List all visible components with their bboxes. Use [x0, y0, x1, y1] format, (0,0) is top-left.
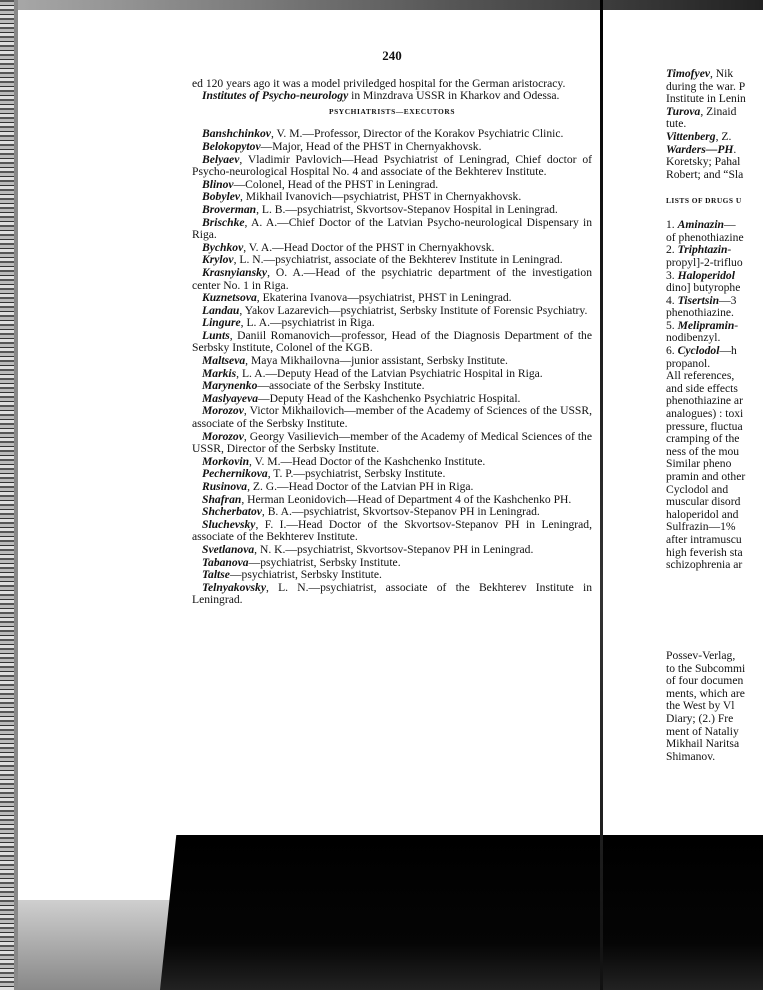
person-description: —psychiatrist, Serbsky Institute.	[229, 568, 382, 582]
facing-text: , Nik	[710, 68, 734, 80]
person-description: , V. A.—Head Doctor of the PHST in Chernyakhovsk.	[243, 240, 495, 254]
facing-text: 4.	[666, 294, 678, 307]
facing-line	[666, 358, 763, 371]
psychiatrist-list	[192, 128, 592, 607]
facing-text: -	[734, 319, 739, 332]
facing-line: Mikhail Naritsa	[666, 738, 740, 751]
facing-line	[666, 295, 763, 308]
person-description: , L. A.—psychiatrist in Riga.	[240, 316, 375, 330]
facing-line	[666, 270, 763, 283]
facing-line	[666, 521, 763, 534]
person-name: Maltseva	[202, 354, 246, 368]
person-name: Lunts	[202, 328, 230, 342]
facing-text: propanol.	[666, 357, 711, 370]
facing-text: ness of the mou	[666, 445, 740, 458]
facing-text: 6.	[666, 345, 678, 358]
person-name: Pechernikova	[202, 467, 268, 481]
person-name: Morkovin	[202, 454, 250, 468]
scan-bottom-shadow	[160, 835, 763, 990]
facing-line	[666, 509, 763, 522]
facing-italic: Turova	[666, 105, 701, 118]
person-description: —psychiatrist, Serbsky Institute.	[248, 555, 401, 569]
facing-text: Similar pheno	[666, 458, 732, 471]
person-description: , Mikhail Ivanovich—psychiatrist, PHST in Chernyakhovsk.	[240, 190, 522, 204]
facing-italic: Triphtazin	[677, 244, 728, 257]
facing-text: after intramuscu	[666, 533, 742, 546]
intro-paragraph: ed 120 years ago it was a model priviledged hospital for the German aristocracy.	[192, 76, 566, 90]
list-item	[192, 405, 592, 430]
list-item	[192, 217, 592, 242]
person-name: Landau	[202, 303, 240, 317]
facing-line	[666, 383, 763, 396]
facing-text: 1.	[666, 219, 678, 232]
person-name: Shcherbatov	[202, 505, 262, 519]
facing-italic: Tisertsin	[677, 294, 720, 307]
list-item	[192, 330, 592, 355]
list-item	[192, 154, 592, 179]
facing-line	[666, 181, 763, 194]
person-name: Kuznetsova	[202, 291, 257, 305]
intro-paragraphs	[192, 78, 592, 103]
facing-italic: Melipramin	[677, 319, 735, 332]
facing-text: , Zinaid	[700, 105, 737, 118]
person-name: Brischke	[202, 215, 245, 229]
facing-line	[666, 547, 763, 560]
facing-text: Sulfrazin—1%	[666, 521, 736, 534]
person-name: Krasnyiansky	[202, 265, 268, 279]
scan-top-shadow	[0, 0, 763, 10]
facing-line	[666, 534, 763, 547]
facing-text: and side effects	[666, 382, 738, 395]
facing-text: muscular disord	[666, 496, 741, 509]
scan-binding-shadow	[14, 0, 18, 990]
person-description: , L. A.—Deputy Head of the Latvian Psychiatric Hospital in Riga.	[236, 366, 543, 380]
facing-line: ments, which are	[666, 687, 745, 700]
person-description: , Z. G.—Head Doctor of the Latvian PH in Riga.	[247, 480, 474, 493]
facing-line	[666, 421, 763, 434]
person-description: —Major, Head of the PHST in Chernyakhovsk.	[260, 139, 482, 153]
section-heading: PSYCHIATRISTS—EXECUTORS	[328, 106, 456, 116]
facing-italic: Haloperidol	[677, 269, 735, 282]
person-name: Morozov	[202, 429, 244, 443]
facing-line	[666, 244, 763, 257]
facing-line	[666, 156, 763, 169]
facing-text: cramping of the	[666, 433, 740, 446]
person-name: Morozov	[202, 404, 244, 418]
person-description: —associate of the Serbsky Institute.	[257, 379, 425, 393]
facing-line	[666, 106, 763, 119]
facing-line	[666, 257, 763, 270]
facing-text: Institute in Lenin	[666, 93, 746, 106]
facing-line	[666, 458, 763, 471]
intro-paragraph	[192, 90, 592, 103]
facing-line	[666, 395, 763, 408]
facing-text: All references,	[666, 370, 735, 383]
facing-line	[666, 408, 763, 421]
person-name: Sluchevsky	[202, 517, 256, 531]
person-name: Banshchinkov	[202, 127, 271, 141]
person-name: Bobylev	[202, 190, 240, 204]
institute-name: Institutes of Psycho-neurology	[202, 89, 349, 103]
page-number: 240	[382, 48, 402, 63]
facing-text: of phenothiazine	[666, 231, 744, 244]
facing-text: Koretsky; Pahal	[666, 156, 741, 169]
person-description: , Ekaterina Ivanova—psychiatrist, PHST in Leningrad.	[256, 291, 512, 305]
person-description: , F. I.—Head Doctor of the Skvortsov-Stepanov PH in Leningrad, associate of the Bekhterev Institute.	[192, 517, 592, 544]
facing-text: pramin and other	[666, 471, 746, 483]
person-name: Telnyakovsky	[202, 580, 266, 594]
person-description: , Yakov Lazarevich—psychiatrist, Serbsky Institute of Forensic Psychiatry.	[239, 303, 588, 317]
person-name: Belyaev	[202, 152, 240, 166]
facing-line: to the Subcommi	[666, 662, 746, 675]
person-description: , A. A.—Chief Doctor of the Latvian Psycho-neurological Dispensary in Riga.	[192, 215, 592, 242]
person-description: , O. A.—Head of the psychiatric department of the investigation center No. 1 in Riga.	[192, 265, 592, 292]
facing-text: analogues) : toxi	[666, 408, 744, 421]
person-description: , T. P.—psychiatrist, Serbsky Institute.	[267, 467, 446, 481]
person-description: , L. N.—psychiatrist, associate of the Bekhterev Institute in Leningrad.	[192, 580, 592, 607]
person-name: Svetlanova	[202, 542, 255, 556]
facing-page-top	[666, 68, 763, 572]
person-name: Bychkov	[202, 240, 244, 254]
facing-text: 2.	[666, 244, 678, 257]
facing-text: 3.	[666, 269, 678, 282]
facing-line	[666, 219, 763, 232]
person-description: , N. K.—psychiatrist, Skvortsov-Stepanov PH in Leningrad.	[254, 542, 534, 556]
person-description: , Daniil Romanovich—professor, Head of the Diagnosis Department of the Serbsky Institute, Colonel of the KGB.	[192, 328, 592, 355]
facing-page-bottom	[666, 650, 763, 763]
facing-line	[666, 345, 763, 358]
scan-binding-edge	[0, 0, 14, 990]
list-item	[192, 431, 592, 456]
person-description: , L. N.—psychiatrist, associate of the Bekhterev Institute in Leningrad.	[233, 253, 563, 267]
person-description: , L. B.—psychiatrist, Skvortsov-Stepanov Hospital in Leningrad.	[256, 202, 558, 216]
facing-line	[666, 93, 763, 106]
facing-line	[666, 559, 763, 572]
facing-heading: LISTS OF DRUGS U	[666, 195, 742, 205]
facing-line	[666, 144, 763, 157]
person-description: , Victor Mikhailovich—member of the Academy of Sciences of the USSR, associate of the Serbsky Institute.	[192, 404, 592, 431]
facing-text: phenothiazine ar	[666, 395, 743, 408]
person-name: Belokopytov	[202, 139, 261, 153]
facing-italic: Aminazin	[677, 219, 724, 232]
facing-line	[666, 446, 763, 459]
person-name: Broverman	[202, 202, 257, 216]
facing-line	[666, 433, 763, 446]
person-description: , Vladimir Pavlovich—Head Psychiatrist of Leningrad, Chief doctor of Psycho-neurological Hospital No. 4 and associate of the Bekhterev Institute.	[192, 152, 592, 179]
facing-line	[666, 320, 763, 333]
facing-italic: Timofyev	[666, 68, 710, 80]
person-description: , B. A.—psychiatrist, Skvortsov-Stepanov PH in Leningrad.	[261, 505, 540, 519]
facing-line	[666, 332, 763, 345]
facing-text: haloperidol and	[666, 508, 739, 521]
facing-line: Diary; (2.) Fre	[666, 712, 734, 725]
facing-line	[666, 307, 763, 320]
facing-text: nodibenzyl.	[666, 332, 721, 345]
facing-line	[666, 496, 763, 509]
person-name: Tabanova	[202, 555, 249, 569]
facing-line	[666, 131, 763, 144]
list-item	[192, 267, 592, 292]
person-description: —Colonel, Head of the PHST in Leningrad.	[233, 177, 439, 191]
facing-line	[666, 484, 763, 497]
facing-text: —3	[719, 294, 737, 307]
facing-text: tute.	[666, 118, 687, 131]
person-name: Lingure	[202, 316, 241, 330]
facing-line: ment of Nataliy	[666, 725, 739, 738]
facing-text: 5.	[666, 319, 678, 332]
person-name: Blinov	[202, 177, 234, 191]
person-description: , V. M.—Professor, Director of the Korakov Psychiatric Clinic.	[270, 127, 564, 141]
facing-line: Possev-Verlag,	[666, 650, 736, 662]
facing-text: propyl]-2-trifluo	[666, 256, 743, 269]
facing-line	[666, 194, 763, 207]
facing-line	[666, 370, 763, 383]
facing-text: dino] butyrophe	[666, 282, 741, 295]
facing-line: Shimanov.	[666, 750, 716, 763]
person-description: , V. M.—Head Doctor of the Kashchenko Institute.	[249, 454, 486, 468]
person-name: Shafran	[202, 492, 242, 506]
person-name: Marynenko	[202, 379, 258, 393]
person-description: , Herman Leonidovich—Head of Department 4 of the Kashchenko PH.	[241, 492, 572, 506]
facing-line	[666, 207, 763, 220]
person-name: Maslyayeva	[202, 391, 259, 405]
person-description: , Maya Mikhailovna—junior assistant, Serbsky Institute.	[245, 354, 508, 368]
institute-location: in Minzdrava USSR in Kharkov and Odessa.	[348, 89, 560, 103]
facing-line	[666, 232, 763, 245]
facing-line	[666, 169, 763, 182]
list-item	[192, 519, 592, 544]
facing-italic: Vittenberg	[666, 130, 716, 143]
facing-text: schizophrenia ar	[666, 559, 743, 572]
person-description: , Georgy Vasilievich—member of the Academy of Medical Sciences of the USSR, Director of the Serbsky Institute.	[192, 429, 592, 456]
person-name: Taltse	[202, 568, 230, 582]
facing-text: phenothiazine.	[666, 307, 734, 320]
facing-text: Cyclodol and	[666, 483, 729, 496]
facing-line	[666, 68, 763, 81]
facing-line	[666, 471, 763, 484]
facing-text: -	[727, 244, 732, 257]
facing-line	[666, 282, 763, 295]
facing-text: —	[724, 219, 736, 232]
facing-text: high feverish sta	[666, 546, 743, 559]
facing-text: pressure, fluctua	[666, 420, 743, 433]
facing-italic: Cyclodol	[677, 345, 720, 358]
person-name: Rusinova	[202, 480, 248, 493]
facing-line	[666, 118, 763, 131]
facing-text: during the war. P	[666, 80, 746, 93]
facing-text: —h	[719, 345, 737, 358]
facing-line	[666, 81, 763, 94]
facing-text: .	[733, 143, 737, 156]
person-description: —Deputy Head of the Kashchenko Psychiatric Hospital.	[258, 391, 521, 405]
facing-italic: Warders—PH	[666, 143, 734, 156]
person-name: Krylov	[202, 253, 234, 267]
left-page	[192, 50, 592, 607]
page-gutter	[600, 0, 603, 990]
list-item	[192, 582, 592, 607]
facing-line: the West by Vl	[666, 700, 735, 713]
person-name: Markis	[202, 366, 237, 380]
facing-text: Robert; and “Sla	[666, 168, 744, 181]
facing-line: of four documen	[666, 675, 744, 688]
facing-text: , Z.	[715, 130, 732, 143]
